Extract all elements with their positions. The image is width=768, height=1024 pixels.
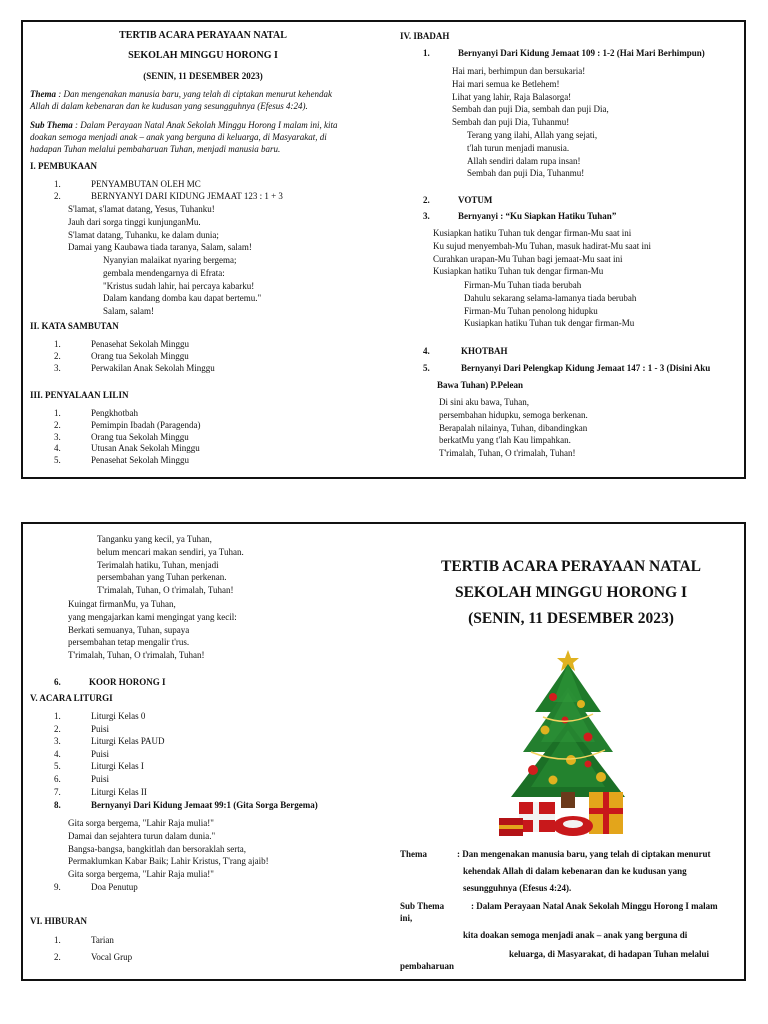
item-text: Penasehat Sekolah Minggu: [91, 339, 189, 349]
item-number: 6.: [54, 773, 61, 784]
item-text: Puisi: [91, 723, 110, 734]
lyric-line: belum mencari makan sendiri, ya Tuhan.: [97, 546, 244, 557]
lyric-line: S'lamat datang, Tuhanku, ke dalam dunia;: [68, 229, 219, 240]
item-number: 4.: [54, 443, 61, 454]
item-text: Pengkhotbah: [91, 408, 138, 418]
list-item: [54, 773, 384, 786]
lyric-line: persembahan tetap mengalir t'rus.: [68, 637, 190, 648]
lyric-line: Bangsa-bangsa, bangkitlah dan bersoraklah serta,: [68, 843, 246, 854]
lyric-line: Allah sendiri dalam rupa insan!: [467, 155, 581, 166]
item-text: Liturgi Kelas I: [91, 761, 144, 772]
item-number: 2.: [54, 952, 61, 962]
item-text: Tarian: [91, 935, 114, 945]
list-item: [54, 190, 384, 202]
lyric-line: Dahulu sekarang selama-lamanya tiada berubah: [464, 292, 637, 303]
list-item: [54, 362, 384, 374]
bottom-page: [21, 522, 746, 981]
koor-title: KOOR HORONG I: [89, 677, 166, 687]
list-item: [54, 760, 384, 773]
item-text: Vocal Grup: [91, 952, 133, 962]
lyric-line: Jauh dari sorga tinggi kunjunganMu.: [68, 216, 201, 227]
lyric-line: Curahkan urapan-Mu Tuhan bagi jemaat-Mu saat ini: [433, 253, 623, 264]
section-kata-sambutan: II. KATA SAMBUTAN: [30, 321, 119, 331]
liturgi-8-number: 8.: [54, 800, 61, 810]
liturgi-9-number: 9.: [54, 882, 61, 892]
lyric-line: Berkati semuanya, Tuhan, supaya: [68, 624, 190, 635]
list-item: [54, 934, 384, 951]
lyric-line: T'rimalah, Tuhan, O t'rimalah, Tuhan!: [97, 585, 234, 596]
lyric-line: t'lah turun menjadi manusia.: [467, 142, 570, 153]
ibadah-1-number: 1.: [423, 48, 430, 58]
lyric-line: T'rimalah, Tuhan, O t'rimalah, Tuhan!: [68, 650, 205, 661]
cover-date: (SENIN, 11 DESEMBER 2023): [468, 610, 674, 627]
item-number: 1.: [54, 711, 61, 721]
subthema-line-1: [30, 119, 337, 132]
item-number: 1.: [54, 339, 61, 349]
lyric-line: Gita sorga bergema, "Lahir Raja mulia!": [68, 869, 214, 880]
ibadah-2-number: 2.: [423, 195, 430, 205]
title-line-1: TERTIB ACARA PERAYAAN NATAL: [119, 30, 287, 41]
subthema-text-1: : Dalam Perayaan Natal Anak Sekolah Minggu Horong I malam ini, kita: [75, 120, 338, 130]
sambutan-list: [54, 338, 384, 373]
pembukaan-list: [54, 178, 384, 202]
song-kj99-verse: [68, 817, 269, 881]
song-pkj147-verse-1: [439, 396, 588, 460]
item-number: 7.: [54, 786, 61, 797]
liturgi-list: [54, 710, 384, 798]
lyric-line: "Kristus sudah lahir, hai percaya kabarku!: [103, 280, 255, 291]
list-item: [54, 431, 384, 443]
cover-thema-label: Thema: [400, 849, 427, 859]
item-number: 1.: [54, 935, 61, 945]
cover-thema-line-1: : Dan mengenakan manusia baru, yang telah di ciptakan menurut: [457, 849, 711, 859]
thema-label: Thema: [30, 89, 56, 99]
ibadah-5-number: 5.: [423, 363, 430, 373]
hiburan-list: [54, 934, 384, 968]
item-text: Pemimpin Ibadah (Paragenda): [91, 419, 201, 430]
lyric-line: Damai dan sejahtera turun dalam dunia.": [68, 830, 216, 841]
list-item: [54, 350, 384, 362]
item-text: Utusan Anak Sekolah Minggu: [91, 443, 200, 454]
song-kusiapkan-verse: [433, 227, 651, 278]
title-date: (SENIN, 11 DESEMBER 2023): [143, 71, 263, 81]
cover-subthema-label-cont: ini,: [400, 913, 413, 923]
list-item: [54, 748, 384, 761]
ibadah-4-title: KHOTBAH: [461, 346, 508, 356]
section-hiburan: VI. HIBURAN: [30, 916, 88, 926]
lyric-line: Sembah dan puji Dia, Tuhanmu!: [452, 117, 570, 128]
lyric-line: Kusiapkan hatiku Tuhan tuk dengar firman-Mu saat ini: [433, 228, 632, 238]
list-item: [54, 454, 384, 466]
item-text: Liturgi Kelas PAUD: [91, 736, 165, 747]
lyric-line: berkatMu yang t'lah Kau limpahkan.: [439, 435, 571, 446]
lyric-line: persembahan yang Tuhan perkenan.: [97, 572, 227, 583]
title-line-2: SEKOLAH MINGGU HORONG I: [128, 50, 278, 61]
item-text: Liturgi Kelas II: [91, 786, 147, 797]
item-number: 1.: [54, 408, 61, 418]
koor-number: 6.: [54, 677, 61, 687]
item-number: 3.: [54, 431, 61, 442]
lyric-line: Sembah dan puji Dia, sembah dan puji Dia,: [452, 104, 609, 115]
lyric-line: Tanganku yang kecil, ya Tuhan,: [97, 534, 212, 544]
ibadah-4-number: 4.: [423, 346, 430, 356]
thema-text-1: : Dan mengenakan manusia baru, yang telah di ciptakan menurut kehendak: [58, 89, 332, 99]
christmas-tree-svg: [493, 642, 643, 842]
subthema-label: Sub Thema: [30, 120, 73, 130]
lyric-line: Berapalah nilainya, Tuhan, dibandingkan: [439, 422, 588, 433]
lyric-line: Kusiapkan hatiku Tuhan tuk dengar firman-Mu: [464, 318, 635, 329]
lyric-line: Di sini aku bawa, Tuhan,: [439, 397, 529, 407]
section-pembukaan: I. PEMBUKAAN: [30, 161, 97, 171]
item-text: Perwakilan Anak Sekolah Minggu: [91, 362, 215, 373]
section-acara-liturgi: V. ACARA LITURGI: [30, 693, 113, 703]
item-text: Liturgi Kelas 0: [91, 711, 146, 721]
list-item: [54, 178, 384, 190]
lyric-line: Hai mari semua ke Betlehem!: [452, 78, 560, 89]
lyric-line: Permaklumkan Kabar Baik; Lahir Kristus, T'rang ajaib!: [68, 856, 269, 867]
cover-title-line-2: SEKOLAH MINGGU HORONG I: [454, 584, 688, 601]
lyric-line: persembahan hidupku, semoga berkenan.: [439, 409, 588, 420]
lyric-line: gembala mendengarnya di Efrata:: [103, 267, 225, 278]
liturgi-9-title: Doa Penutup: [91, 882, 138, 892]
cover-thema-line-3: sesungguhnya (Efesus 4:24).: [463, 883, 572, 893]
cover-subthema-line-2: kita doakan semoga menjadi anak – anak yang berguna di: [463, 930, 688, 940]
top-page: [21, 20, 746, 479]
lyric-line: Firman-Mu Tuhan tiada berubah: [464, 280, 582, 290]
list-item: [54, 786, 384, 799]
item-number: 2.: [54, 350, 61, 361]
cover-subthema-line-3: keluarga, di Masyarakat, di hadapan Tuhan melalui: [509, 949, 710, 959]
lyric-line: yang mengajarkan kami mengingat yang kecil:: [68, 611, 237, 622]
lyric-line: Salam, salam!: [103, 306, 154, 317]
item-text: Penasehat Sekolah Minggu: [91, 455, 189, 466]
item-number: 2.: [54, 190, 61, 201]
list-item: [54, 442, 384, 454]
song-kj109-verse-1: [452, 65, 609, 129]
lyric-line: Kusiapkan hatiku Tuhan tuk dengar firman-Mu: [433, 266, 604, 277]
list-item: [54, 735, 384, 748]
section-penyalaan-lilin: III. PENYALAAN LILIN: [30, 390, 129, 400]
item-number: 3.: [54, 736, 61, 747]
item-number: 5.: [54, 455, 61, 466]
section-ibadah: IV. IBADAH: [400, 31, 450, 41]
song-kj123-verse-3: [103, 254, 261, 318]
list-item: [54, 723, 384, 736]
list-item: [54, 419, 384, 431]
lyric-line: Sembah dan puji Dia, Tuhanmu!: [467, 168, 585, 179]
liturgi-8-title: Bernyanyi Dari Kidung Jemaat 99:1 (Gita Sorga Bergema): [91, 800, 318, 810]
lyric-line: Dalam kandang domba kau dapat bertemu.": [103, 293, 262, 304]
item-number: 3.: [54, 362, 61, 373]
lyric-line: Hai mari, berhimpun dan bersukaria!: [452, 66, 586, 76]
lyric-line: T'rimalah, Tuhan, O t'rimalah, Tuhan!: [439, 448, 576, 459]
item-text: PENYAMBUTAN OLEH MC: [91, 179, 201, 189]
list-item: [54, 951, 384, 968]
ibadah-2-title: VOTUM: [458, 195, 493, 205]
cover-title-line-1: TERTIB ACARA PERAYAAN NATAL: [441, 558, 701, 575]
item-text: Puisi: [91, 748, 110, 759]
song-kj123-verse-1: [68, 203, 252, 254]
song-kusiapkan-reff: [464, 279, 636, 330]
ibadah-3-number: 3.: [423, 211, 430, 221]
christmas-tree-icon: [493, 642, 643, 842]
song-pkj147-verse-2: [97, 533, 244, 597]
item-number: 1.: [54, 179, 61, 189]
lyric-line: Firman-Mu Tuhan penolong hidupku: [464, 305, 598, 316]
item-number: 4.: [54, 748, 61, 759]
cover-thema-line-2: kehendak Allah di dalam kebenaran dan ke kudusan yang: [463, 866, 687, 876]
list-item: [54, 407, 384, 419]
item-text: BERNYANYI DARI KIDUNG JEMAAT 123 : 1 + 3: [91, 190, 283, 201]
song-pkj147-verse-3: [68, 598, 237, 662]
list-item: [54, 710, 384, 723]
lyric-line: S'lamat, s'lamat datang, Yesus, Tuhanku!: [68, 204, 215, 214]
lyric-line: Ku sujud menyembah-Mu Tuhan, masuk hadirat-Mu saat ini: [433, 240, 651, 251]
song-kj109-verse-2: [467, 129, 597, 180]
lilin-list: [54, 407, 384, 466]
lyric-line: Gita sorga bergema, "Lahir Raja mulia!": [68, 818, 214, 828]
item-text: Orang tua Sekolah Minggu: [91, 431, 189, 442]
item-text: Puisi: [91, 773, 110, 784]
lyric-line: Terang yang ilahi, Allah yang sejati,: [467, 130, 598, 140]
item-number: 5.: [54, 761, 61, 772]
subthema-line-3: hadapan Tuhan melalui pembaharuan Tuhan, menjadi manusia baru.: [30, 144, 281, 154]
ibadah-5-title-line-2: Bawa Tuhan) P.Pelean: [437, 380, 523, 390]
cover-subthema-line-1: : Dalam Perayaan Natal Anak Sekolah Minggu Horong I malam: [471, 901, 718, 911]
thema-line-1: [30, 88, 332, 101]
lyric-line: Damai yang Kaubawa tiada taranya, Salam, salam!: [68, 242, 252, 253]
cover-subthema-label: Sub Thema: [400, 901, 445, 911]
item-number: 2.: [54, 419, 61, 430]
list-item: [54, 338, 384, 350]
cover-subthema-line-4: pembaharuan: [400, 961, 455, 971]
ibadah-5-title-line-1: Bernyanyi Dari Pelengkap Kidung Jemaat 147 : 1 - 3 (Disini Aku: [461, 363, 711, 373]
item-number: 2.: [54, 723, 61, 734]
thema-line-2: Allah di dalam kebenaran dan ke kudusan yang sesungguhnya (Efesus 4:24).: [30, 101, 308, 111]
lyric-line: Lihat yang lahir, Raja Balasorga!: [452, 91, 572, 102]
lyric-line: Kuingat firmanMu, ya Tuhan,: [68, 599, 176, 609]
item-text: Orang tua Sekolah Minggu: [91, 350, 189, 361]
subthema-line-2: doakan semoga menjadi anak – anak yang berguna di keluarga, di Masyarakat, di: [30, 132, 327, 142]
lyric-line: Nyanyian malaikat nyaring bergema;: [103, 255, 237, 265]
ibadah-1-title: Bernyanyi Dari Kidung Jemaat 109 : 1-2 (Hai Mari Berhimpun): [458, 48, 705, 58]
ibadah-3-title: Bernyanyi : “Ku Siapkan Hatiku Tuhan”: [458, 211, 617, 221]
lyric-line: Terimalah hatiku, Tuhan, menjadi: [97, 559, 219, 570]
